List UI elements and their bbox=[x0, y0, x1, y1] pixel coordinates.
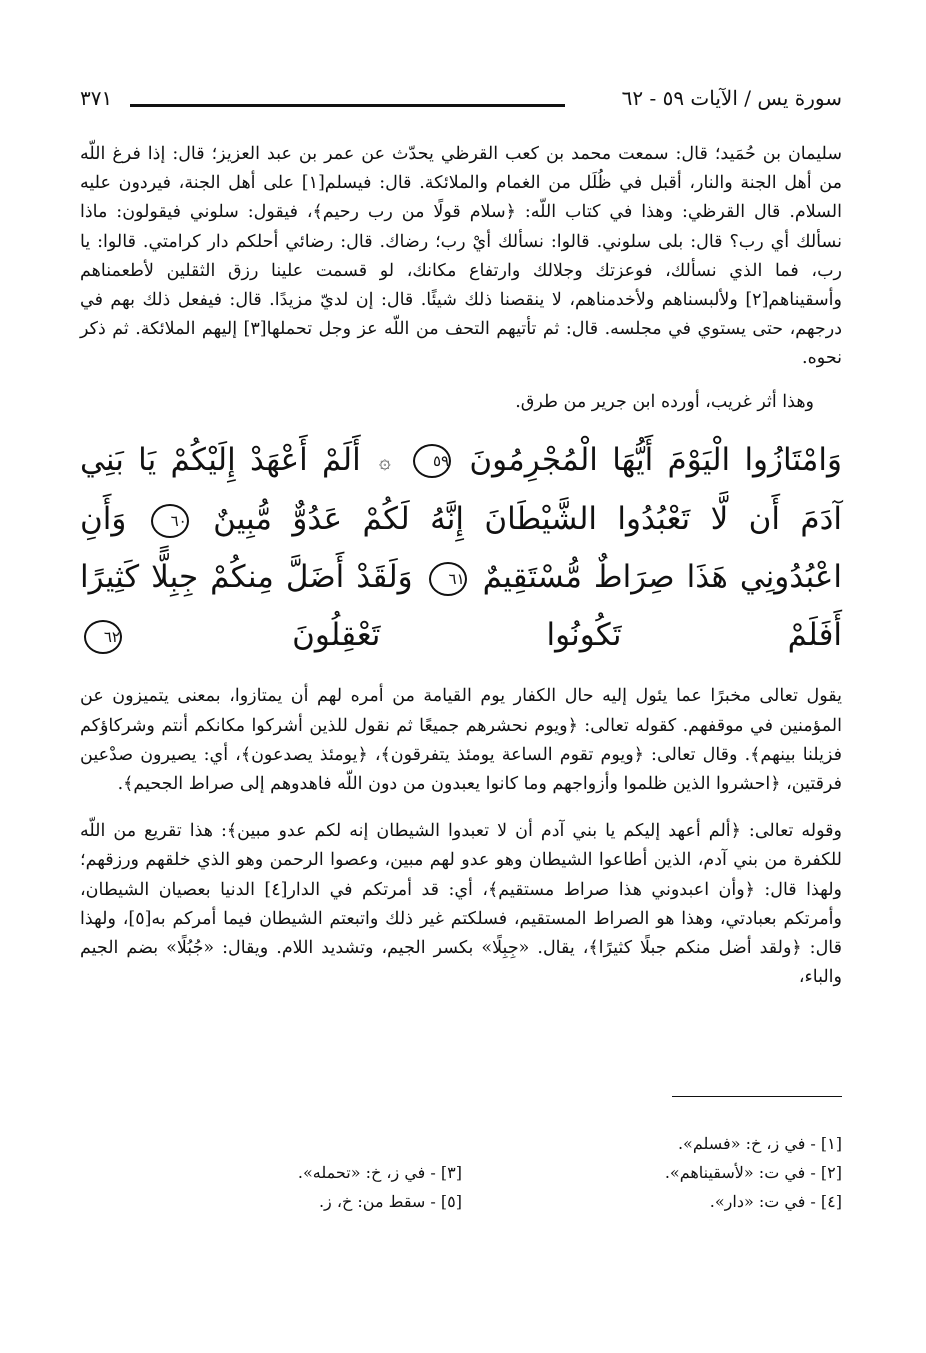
ayah-marker-61: ٦١ bbox=[429, 562, 467, 596]
verse-59: وَامْتَازُوا الْيَوْمَ أَيُّهَا الْمُجْرِمُونَ bbox=[469, 441, 842, 478]
footnote-3: [٣] - في ز، خ: «تحمله». bbox=[297, 1163, 462, 1182]
ayah-marker-62: ٦٢ bbox=[84, 620, 122, 654]
footnote-2: [٢] - في ت: «لأسقيناهم». bbox=[664, 1163, 842, 1182]
footnotes bbox=[80, 1096, 842, 1216]
surah-title: سورة يس / الآيات ٥٩ - ٦٢ bbox=[621, 86, 842, 110]
hizb-star-icon: ۞ bbox=[379, 449, 391, 474]
paragraph-tafsir-59: يقول تعالى مخبرًا عما يئول إليه حال الكفار يوم القيامة من أمره لهم أن يمتازوا، بمعنى يتميزون عن المؤمنين في موقفهم. كقوله تعالى: ﴿ويوم نحشرهم جميعًا ثم نقول للذين أشركوا مكانكم أنتم وشركاؤكم فزيلنا بينهم﴾. وقال تعالى: ﴿ويوم تقوم الساعة يومئذ يتفرقون﴾، ﴿يومئذ يصدعون﴾، أي: يصيرون صدْعين فرقتين، ﴿احشروا الذين ظلموا وأزواجهم وما كانوا يعبدون من دون اللّه فاهدوهم إلى صراط الجحيم﴾. bbox=[80, 686, 842, 794]
verse-61: وَأَنِ اعْبُدُونِي هَذَا صِرَاطٌ مُّسْتَقِيمٌ bbox=[80, 501, 843, 596]
ayah-marker-59: ٥٩ bbox=[413, 444, 451, 478]
page-number: ٣٧١ bbox=[80, 86, 113, 110]
header-rule bbox=[130, 104, 565, 107]
footnote-1: [١] - في ز، خ: «فسلم». bbox=[677, 1134, 842, 1153]
paragraph-hadith: سليمان بن حُمَيد؛ قال: سمعت محمد بن كعب القرظي يحدّث عن عمر بن عبد العزيز؛ قال: إذا فرغ اللّه من أهل الجنة والنار، أقبل في ظُلَل من الغمام والملائكة. قال: فيسلم[١] على أهل الجنة، فيردون عليه السلام. قال القرظي: وهذا في كتاب اللّه: ﴿سلام قولًا من رب رحيم﴾، فيقول: سلوني فيقولون: ماذا نسألك أي رب؟ قال: بلى سلوني. قالوا: نسألك أيْ رب؛ رضاك. قال: رضائي أحلكم دار كرامتي. قالوا: يا رب، فما الذي نسألك، فوعزتك وجلالك وارتفاع مكانك، لو قسمت علينا رزق الثقلين لأطعمناهم وأسقيناهم[٢] ولألبسناهم ولأخدمناهم، لا ينقصنا ذلك شيئًا. قال: إن لديّ مزيدًا. قال: فيفعل ذلك بهم في درجهم، حتى يستوي في مجلسه. قال: ثم تأتيهم التحف من اللّه عز وجل تحملها[٣] إليهم الملائكة. ثم ذكر نحوه. bbox=[80, 144, 843, 369]
paragraph-gharib-note: وهذا أثر غريب، أورده ابن جرير من طرق. bbox=[515, 391, 814, 412]
footnote-4: [٤] - في ت: «دار». bbox=[709, 1192, 842, 1211]
verse-60: أَلَمْ أَعْهَدْ إِلَيْكُمْ يَا بَنِي آدَمَ أَن لَّا تَعْبُدُوا الشَّيْطَانَ إِنَّهُ لَكُمْ عَدُوٌّ مُّبِينٌ bbox=[80, 441, 842, 538]
verse-62: وَلَقَدْ أَضَلَّ مِنكُمْ جِبِلًّا كَثِيرًا أَفَلَمْ تَكُونُوا تَعْقِلُونَ bbox=[80, 559, 843, 654]
footnote-rule bbox=[672, 1096, 842, 1097]
ayah-marker-60: ٦٠ bbox=[151, 504, 189, 538]
page-body bbox=[80, 140, 842, 992]
quran-verses bbox=[80, 431, 842, 665]
page-header bbox=[80, 86, 842, 120]
paragraph-tafsir-60: وقوله تعالى: ﴿ألم أعهد إليكم يا بني آدم أن لا تعبدوا الشيطان إنه لكم عدو مبين﴾: هذا تقريع من اللّه للكفرة من بني آدم، الذين أطاعوا الشيطان وهو عدو لهم مبين، وعصوا الرحمن وهو الذي خلقهم ورزقهم؛ ولهذا قال: ﴿وأن اعبدوني هذا صراط مستقيم﴾، أي: قد أمرتكم في الدار[٤] الدنيا بعصيان الشيطان، وأمرتكم بعبادتي، وهذا هو الصراط المستقيم، فسلكتم غير ذلك واتبعتم الشيطان فيما أمركم به[٥]، ولهذا قال: ﴿ولقد أضل منكم جبلًا كثيرًا﴾، يقال. «جِبِلًا» بكسر الجيم، وتشديد اللام. ويقال: «جُبُلًا» بضم الجيم والباء، bbox=[80, 821, 842, 988]
footnote-5: [٥] - سقط من: خ، ز. bbox=[318, 1192, 462, 1211]
